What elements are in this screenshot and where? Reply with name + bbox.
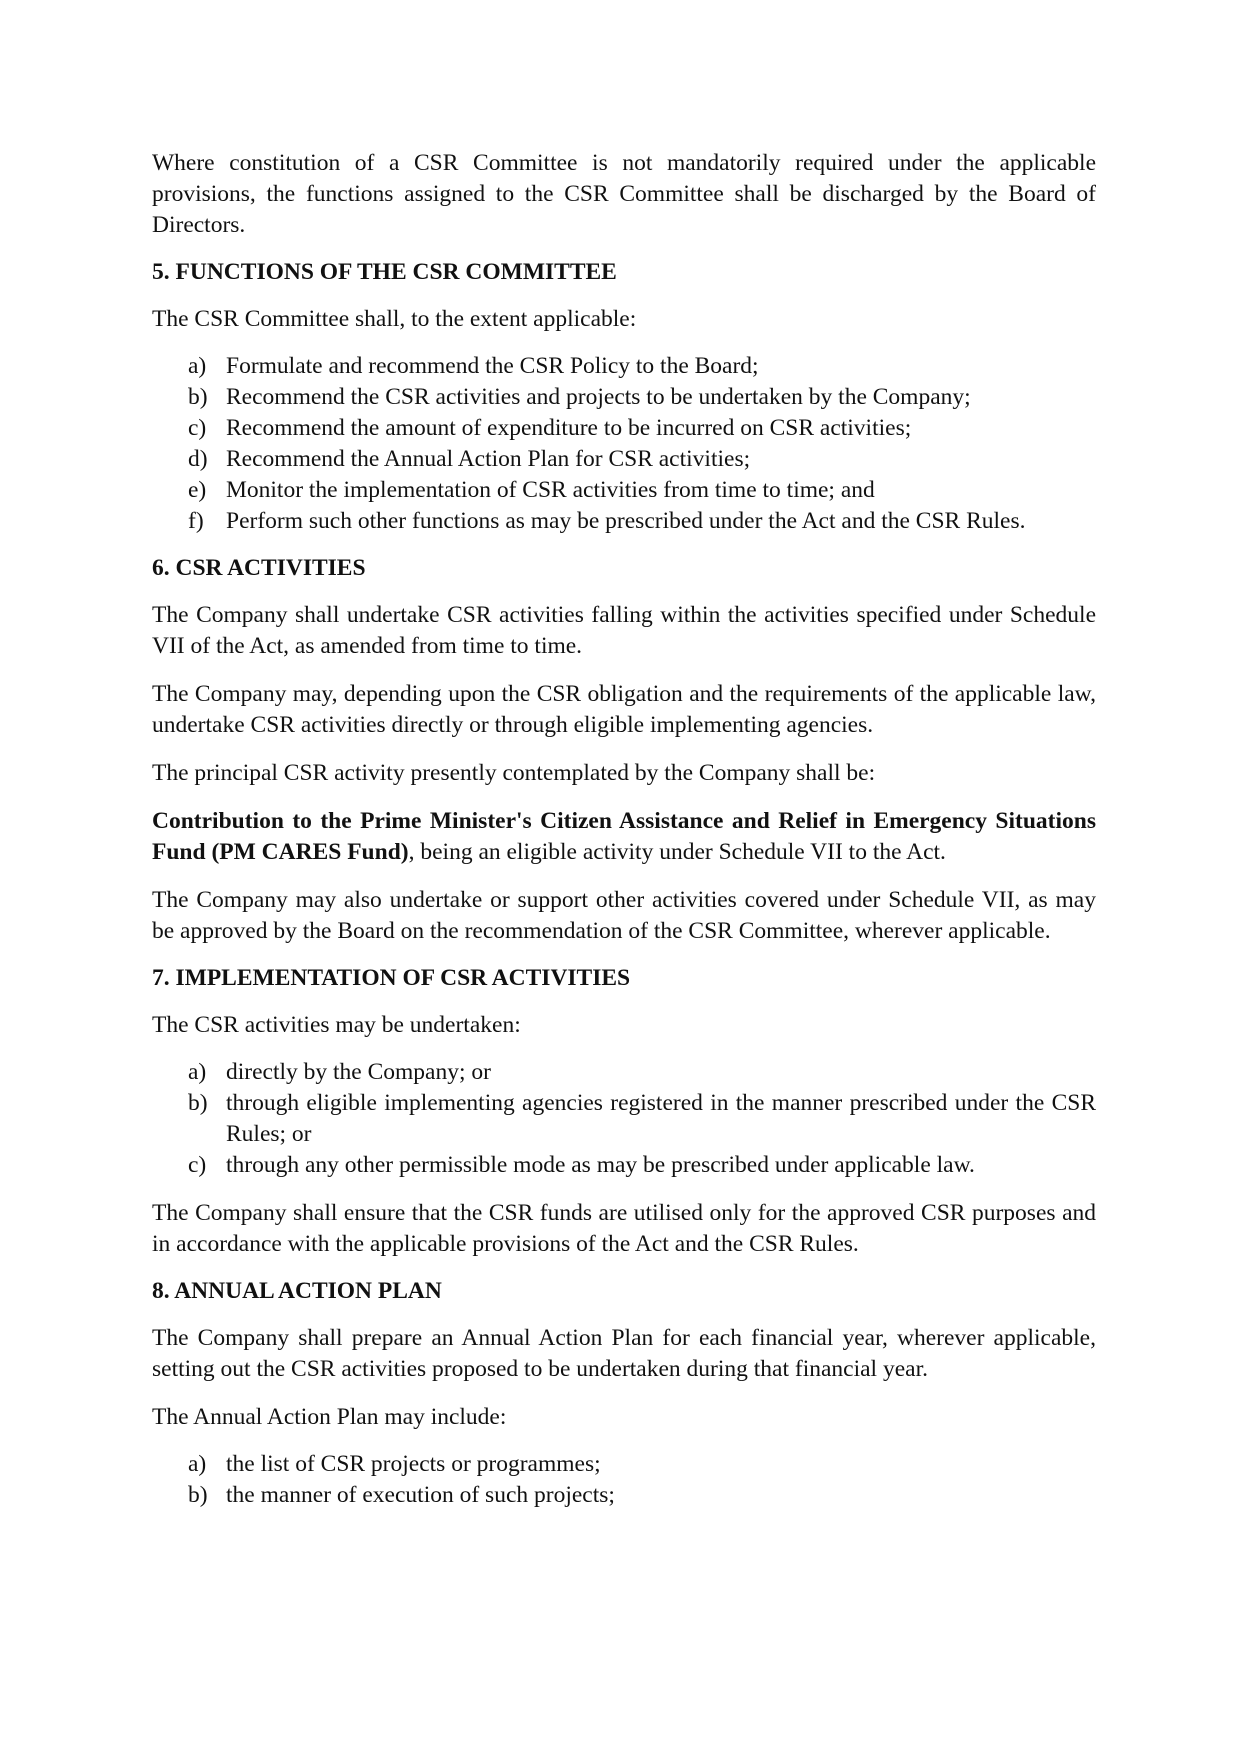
intro-paragraph: Where constitution of a CSR Committee is not mandatorily required under the applicable provisions, the functions assigned to the CSR Committee shall be discharged by the Board of Directors. <box>152 150 1096 238</box>
document-page <box>152 148 1096 1511</box>
section-5-heading: 5. FUNCTIONS OF THE CSR COMMITTEE <box>152 259 617 285</box>
list-item <box>152 351 1096 382</box>
list-item <box>152 382 1096 413</box>
list-item <box>152 475 1096 506</box>
list-item <box>152 1088 1096 1150</box>
section-8-paragraph-1: The Company shall prepare an Annual Action Plan for each financial year, wherever applicable, setting out the CSR activities proposed to be undertaken during that financial year. <box>152 1325 1096 1382</box>
list-item <box>152 413 1096 444</box>
pm-cares-fund-description: , being an eligible activity under Schedule VII to the Act. <box>408 839 946 865</box>
section-6-heading: 6. CSR ACTIVITIES <box>152 555 366 581</box>
list-item-text: Perform such other functions as may be prescribed under the Act and the CSR Rules. <box>226 508 1026 534</box>
list-item-text: directly by the Company; or <box>226 1059 491 1085</box>
list-marker: b) <box>188 1482 208 1508</box>
list-item <box>152 506 1096 537</box>
list-marker: e) <box>188 477 207 503</box>
section-5-list <box>152 351 1096 537</box>
list-item-text: through eligible implementing agencies registered in the manner prescribed under the CSR Rules; or <box>226 1090 1096 1147</box>
list-item-text: Monitor the implementation of CSR activities from time to time; and <box>226 477 875 503</box>
section-6-paragraph-4 <box>152 806 1096 868</box>
list-marker: c) <box>188 1152 207 1178</box>
list-item-text: Recommend the Annual Action Plan for CSR activities; <box>226 446 751 472</box>
section-8-lead: The Annual Action Plan may include: <box>152 1404 507 1430</box>
list-item <box>152 1150 1096 1181</box>
section-6-paragraph-2: The Company may, depending upon the CSR obligation and the requirements of the applicable law, undertake CSR activities directly or through eligible implementing agencies. <box>152 681 1096 738</box>
list-marker: a) <box>188 353 207 379</box>
list-marker: c) <box>188 415 207 441</box>
section-7-lead: The CSR activities may be undertaken: <box>152 1012 521 1038</box>
list-item <box>152 1480 1096 1511</box>
section-5-lead: The CSR Committee shall, to the extent applicable: <box>152 306 637 332</box>
section-8-heading: 8. ANNUAL ACTION PLAN <box>152 1278 442 1304</box>
list-item-text: Recommend the amount of expenditure to be incurred on CSR activities; <box>226 415 912 441</box>
list-item <box>152 1449 1096 1480</box>
list-item <box>152 1057 1096 1088</box>
list-item-text: the list of CSR projects or programmes; <box>226 1451 601 1477</box>
list-marker: f) <box>188 508 204 534</box>
section-6-paragraph-3: The principal CSR activity presently contemplated by the Company shall be: <box>152 760 876 786</box>
list-item-text: Formulate and recommend the CSR Policy to the Board; <box>226 353 759 379</box>
list-item <box>152 444 1096 475</box>
list-marker: b) <box>188 384 208 410</box>
list-marker: d) <box>188 446 208 472</box>
section-7-closing: The Company shall ensure that the CSR funds are utilised only for the approved CSR purposes and in accordance with the applicable provisions of the Act and the CSR Rules. <box>152 1200 1096 1257</box>
section-7-heading: 7. IMPLEMENTATION OF CSR ACTIVITIES <box>152 965 631 991</box>
list-marker: a) <box>188 1059 207 1085</box>
section-6-paragraph-1: The Company shall undertake CSR activities falling within the activities specified under Schedule VII of the Act, as amended from time to time. <box>152 602 1096 659</box>
list-item-text: Recommend the CSR activities and projects to be undertaken by the Company; <box>226 384 971 410</box>
list-item-text: the manner of execution of such projects; <box>226 1482 615 1508</box>
list-marker: b) <box>188 1090 208 1116</box>
section-6-paragraph-5: The Company may also undertake or support other activities covered under Schedule VII, as may be approved by the Board on the recommendation of the CSR Committee, wherever applicable. <box>152 887 1096 944</box>
pm-cares-fund-name: Contribution to the Prime Minister's Citizen Assistance and Relief in Emergency Situations Fund (PM CARES Fund) <box>152 808 1096 865</box>
list-item-text: through any other permissible mode as may be prescribed under applicable law. <box>226 1152 975 1178</box>
section-7-list <box>152 1057 1096 1181</box>
section-8-list <box>152 1449 1096 1511</box>
list-marker: a) <box>188 1451 207 1477</box>
